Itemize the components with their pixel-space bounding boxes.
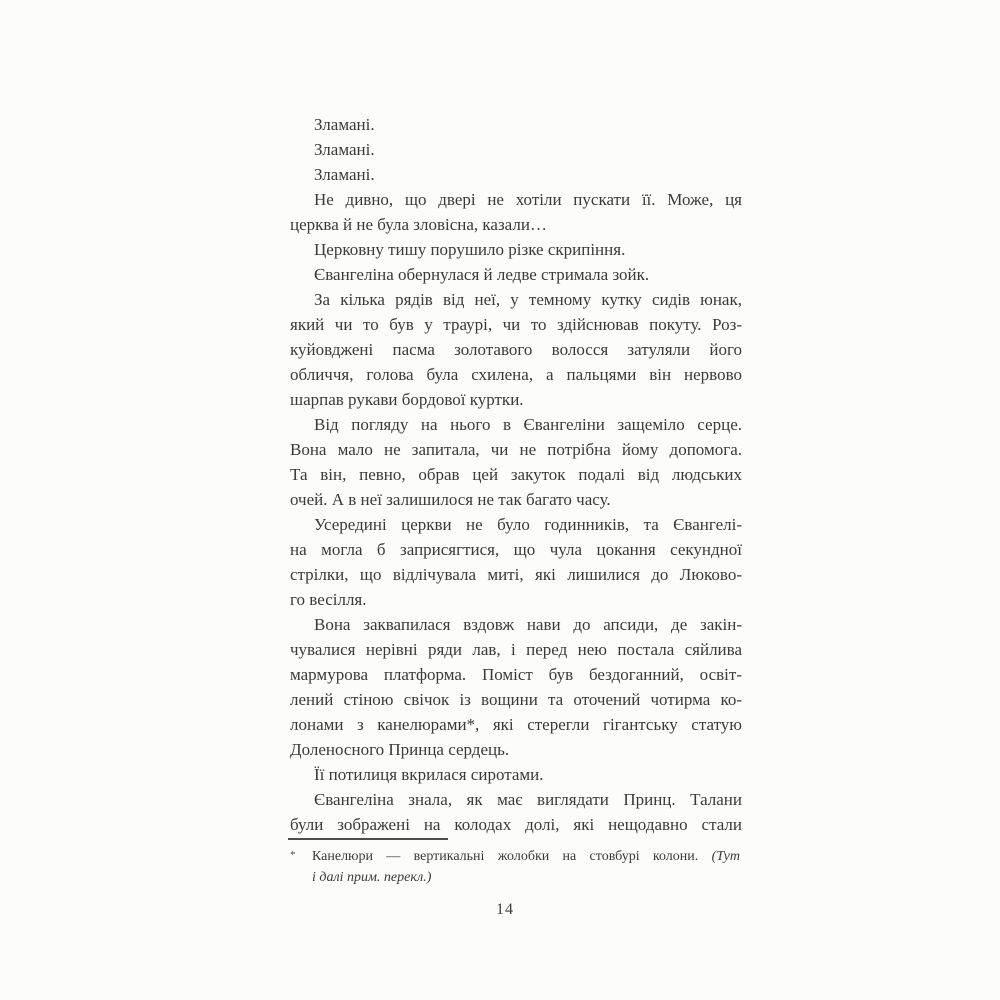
text-line: Зламані. bbox=[314, 115, 375, 134]
text-line: на могла б заприсягтися, що чула цокання секундної bbox=[290, 540, 742, 559]
text-column bbox=[290, 112, 742, 837]
text-line: Та він, певно, обрав цей закуток подалі від людських bbox=[290, 465, 742, 484]
footnote-text-italic: (Тут bbox=[711, 849, 740, 864]
paragraph bbox=[290, 187, 742, 237]
text-line: який чи то був у траурі, чи то здійснював покуту. Роз- bbox=[290, 315, 742, 334]
page-number: 14 bbox=[496, 901, 514, 918]
text-line: лонами з канелюрами*, які стерегли гігантську статую bbox=[290, 715, 742, 734]
text-line: церква й не була зловісна, казали… bbox=[290, 215, 547, 234]
text-line: Вона заквапилася вздовж нави до апсиди, де закін- bbox=[314, 615, 742, 634]
paragraph bbox=[290, 162, 742, 187]
text-line: шарпав рукави бордової куртки. bbox=[290, 390, 524, 409]
paragraph bbox=[290, 787, 742, 837]
paragraph bbox=[290, 112, 742, 137]
text-line: Від погляду на нього в Євангеліни защеміло серце. bbox=[314, 415, 742, 434]
text-line: куйовджені пасма золотавого волосся затуляли його bbox=[290, 340, 742, 359]
text-line: обличчя, голова була схилена, а пальцями він нервово bbox=[290, 365, 742, 384]
paragraph bbox=[290, 137, 742, 162]
text-line: Євангеліна обернулася й ледве стримала зойк. bbox=[314, 265, 650, 284]
paragraph bbox=[290, 512, 742, 612]
footnote-line bbox=[312, 846, 740, 867]
text-line: Доленосного Принца сердець. bbox=[290, 740, 510, 759]
text-line: Не дивно, що двері не хотіли пускати її. Може, ця bbox=[314, 190, 742, 209]
paragraph bbox=[290, 412, 742, 512]
paragraph bbox=[290, 287, 742, 412]
text-line: Зламані. bbox=[314, 140, 375, 159]
text-line: Євангеліна знала, як має виглядати Принц. Талани bbox=[314, 790, 742, 809]
text-line: Її потилиця вкрилася сиротами. bbox=[314, 765, 544, 784]
paragraph bbox=[290, 612, 742, 762]
footnote-text: Канелюри — вертикальні жолобки на стовбурі колони. bbox=[312, 849, 712, 864]
paragraph bbox=[290, 762, 742, 787]
text-line: стрілки, що відлічувала миті, які лишилися до Люково- bbox=[290, 565, 742, 584]
text-line: чувалися нерівні ряди лав, і перед нею постала сяйлива bbox=[290, 640, 742, 659]
footnote-divider bbox=[288, 838, 448, 840]
footnote bbox=[288, 838, 740, 888]
footnote-marker: * bbox=[290, 849, 296, 861]
text-line: Зламані. bbox=[314, 165, 375, 184]
text-line: Вона мало не запитала, чи не потрібна йому допомога. bbox=[290, 440, 742, 459]
text-line: Усередині церкви не було годинників, та Євангелі- bbox=[314, 515, 742, 534]
text-line: лений стіною свічок із вощини та оточений чотирма ко- bbox=[290, 690, 742, 709]
text-line: Церковну тишу порушило різке скрипіння. bbox=[314, 240, 626, 259]
text-line: були зображені на колодах долі, які нещодавно стали bbox=[290, 815, 742, 834]
text-line: За кілька рядів від неї, у темному кутку сидів юнак, bbox=[314, 290, 742, 309]
footnote-line: і далі прим. перекл.) bbox=[312, 870, 432, 885]
text-line: очей. А в неї залишилося не так багато часу. bbox=[290, 490, 611, 509]
footnote-body bbox=[288, 846, 740, 888]
paragraph bbox=[290, 262, 742, 287]
text-line: мармурова платформа. Поміст був бездоганний, освіт- bbox=[290, 665, 742, 684]
paragraph bbox=[290, 237, 742, 262]
text-line: го весілля. bbox=[290, 590, 367, 609]
